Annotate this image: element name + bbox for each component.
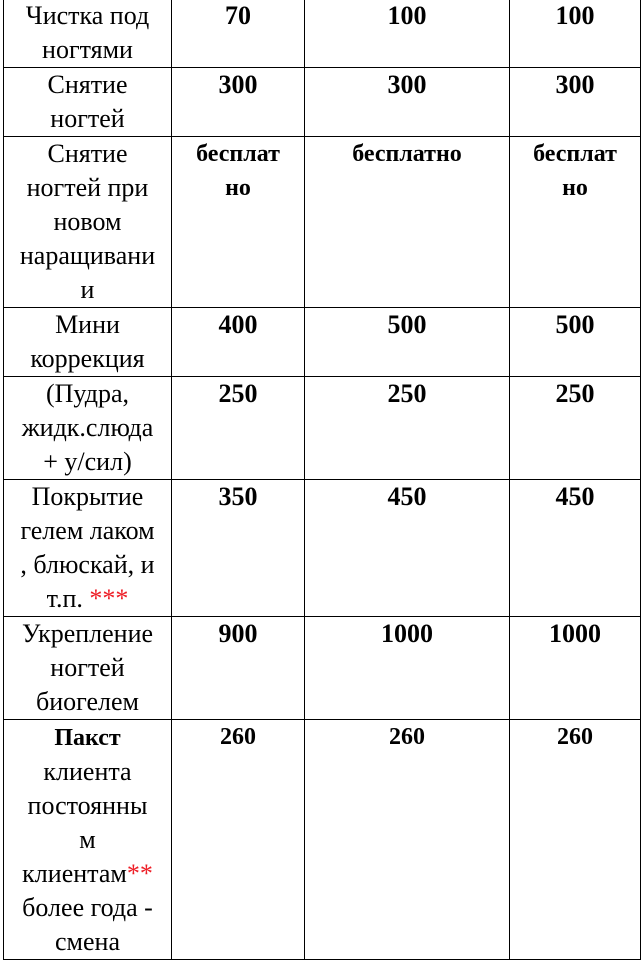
table-row	[4, 137, 641, 308]
service-line: м	[79, 825, 96, 854]
service-line: + у/сил)	[43, 447, 132, 476]
service-line: Снятие	[47, 139, 128, 168]
price-text: бесплат но	[533, 141, 617, 201]
service-line: ногтей	[50, 104, 125, 133]
service-line: , блюскай, и	[20, 550, 155, 579]
table-row	[4, 617, 641, 720]
price-cell: 250	[305, 377, 510, 480]
service-name-cell	[4, 308, 172, 377]
service-name-cell	[4, 0, 172, 68]
service-line: ногтей при	[26, 173, 149, 202]
price-cell: 900	[172, 617, 305, 720]
price-cell: бесплатно	[305, 137, 510, 308]
service-line: смена	[55, 927, 120, 956]
service-line: ногтями	[42, 35, 133, 64]
price-cell: 500	[305, 308, 510, 377]
price-table	[3, 0, 641, 960]
price-cell: 250	[172, 377, 305, 480]
service-line: Снятие	[47, 70, 128, 99]
price-cell: 300	[305, 68, 510, 137]
service-line: более года -	[22, 893, 153, 922]
service-line: постоянны	[27, 791, 148, 820]
service-line: биогелем	[36, 687, 139, 716]
asterisk-mark: **	[126, 859, 153, 888]
price-cell: 1000	[510, 617, 641, 720]
service-line: наращивани	[19, 241, 156, 270]
price-cell: 300	[172, 68, 305, 137]
service-line: клиента	[43, 757, 132, 786]
service-name-cell	[4, 480, 172, 617]
table-row	[4, 720, 641, 960]
service-name-cell	[4, 720, 172, 960]
service-line: и	[80, 275, 95, 304]
service-line: новом	[53, 207, 122, 236]
price-cell: 350	[172, 480, 305, 617]
price-cell: 400	[172, 308, 305, 377]
service-line: ногтей	[50, 653, 125, 682]
price-cell	[172, 137, 305, 308]
price-cell: 300	[510, 68, 641, 137]
table-row	[4, 0, 641, 68]
service-line: Мини	[55, 310, 120, 339]
price-cell: 260	[172, 720, 305, 960]
asterisk-mark: ***	[89, 584, 129, 613]
price-cell	[510, 137, 641, 308]
price-cell: 100	[510, 0, 641, 68]
price-cell: 450	[305, 480, 510, 617]
service-name-cell	[4, 68, 172, 137]
service-line: жидк.слюда	[21, 413, 154, 442]
table-row	[4, 68, 641, 137]
table-row	[4, 377, 641, 480]
price-cell: 260	[510, 720, 641, 960]
service-line: (Пудра,	[45, 379, 130, 408]
service-line: коррекция	[30, 344, 145, 373]
service-name-cell	[4, 137, 172, 308]
price-cell: 1000	[305, 617, 510, 720]
price-cell: 260	[305, 720, 510, 960]
table-row	[4, 480, 641, 617]
price-cell: 450	[510, 480, 641, 617]
service-line: Пакст	[54, 725, 121, 751]
service-name-cell	[4, 377, 172, 480]
service-line: т.п.	[46, 584, 83, 613]
price-cell: 250	[510, 377, 641, 480]
price-cell: 500	[510, 308, 641, 377]
service-line: гелем лаком	[20, 516, 155, 545]
service-line: Покрытие	[31, 482, 144, 511]
service-line: Укрепление	[21, 619, 154, 648]
price-cell: 100	[305, 0, 510, 68]
service-line: клиентам	[22, 859, 127, 888]
service-name-cell	[4, 617, 172, 720]
price-text: бесплат но	[196, 141, 280, 201]
table-row	[4, 308, 641, 377]
service-line: Чистка под	[25, 1, 150, 30]
price-cell: 70	[172, 0, 305, 68]
